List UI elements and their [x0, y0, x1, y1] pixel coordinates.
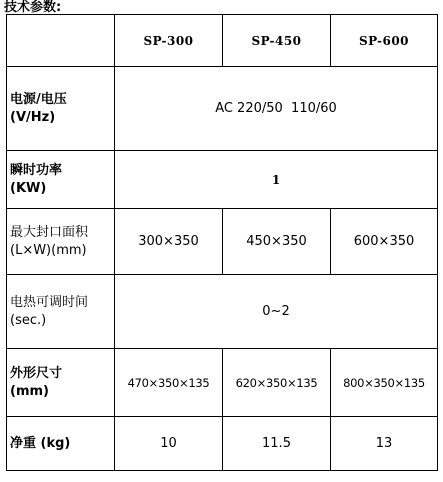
- dimensions-sp-300: 470×350×135: [115, 349, 223, 417]
- power-source-value: AC 220/50 110/60: [115, 67, 438, 151]
- heat-time-row: [7, 275, 438, 349]
- net-weight-sp-450: 11.5: [223, 417, 331, 471]
- seal-area-label-line2: (L×W)(mm): [10, 242, 87, 258]
- seal-area-sp-450: 450×350: [223, 209, 331, 275]
- heat-time-value: 0~2: [115, 275, 438, 349]
- instant-power-label: [7, 151, 115, 209]
- power-source-row: [7, 67, 438, 151]
- seal-area-sp-600: 600×350: [331, 209, 438, 275]
- instant-power-label-line2: (KW): [10, 180, 47, 196]
- spec-caption: 技术参数:: [4, 0, 62, 15]
- net-weight-row: [7, 417, 438, 471]
- dimensions-label-line1: 外形尺寸: [10, 365, 63, 381]
- dimensions-label: [7, 349, 115, 417]
- dimensions-row: [7, 349, 438, 417]
- model-sp-300: SP-300: [115, 15, 223, 67]
- dimensions-label-line2: (mm): [10, 383, 49, 399]
- heat-time-label-line2: (sec.): [10, 312, 47, 328]
- instant-power-label-line1: 瞬时功率: [10, 162, 63, 178]
- power-source-label: [7, 67, 115, 151]
- empty-corner-cell: [7, 15, 115, 67]
- model-sp-600: SP-600: [331, 15, 438, 67]
- net-weight-sp-300: 10: [115, 417, 223, 471]
- net-weight-label: 净重 (kg): [7, 417, 115, 471]
- model-sp-450: SP-450: [223, 15, 331, 67]
- seal-area-label-line1: 最大封口面积: [10, 224, 89, 240]
- net-weight-sp-600: 13: [331, 417, 438, 471]
- dimensions-sp-600: 800×350×135: [331, 349, 438, 417]
- spec-table: [6, 14, 438, 471]
- dimensions-sp-450: 620×350×135: [223, 349, 331, 417]
- seal-area-row: [7, 209, 438, 275]
- power-source-label-line2: (V/Hz): [10, 109, 56, 125]
- seal-area-sp-300: 300×350: [115, 209, 223, 275]
- heat-time-label-line1: 电热可调时间: [10, 294, 89, 310]
- instant-power-value: 1: [115, 151, 438, 209]
- header-row: [7, 15, 438, 67]
- power-source-label-line1: 电源/电压: [10, 91, 67, 107]
- seal-area-label: [7, 209, 115, 275]
- instant-power-row: [7, 151, 438, 209]
- heat-time-label: [7, 275, 115, 349]
